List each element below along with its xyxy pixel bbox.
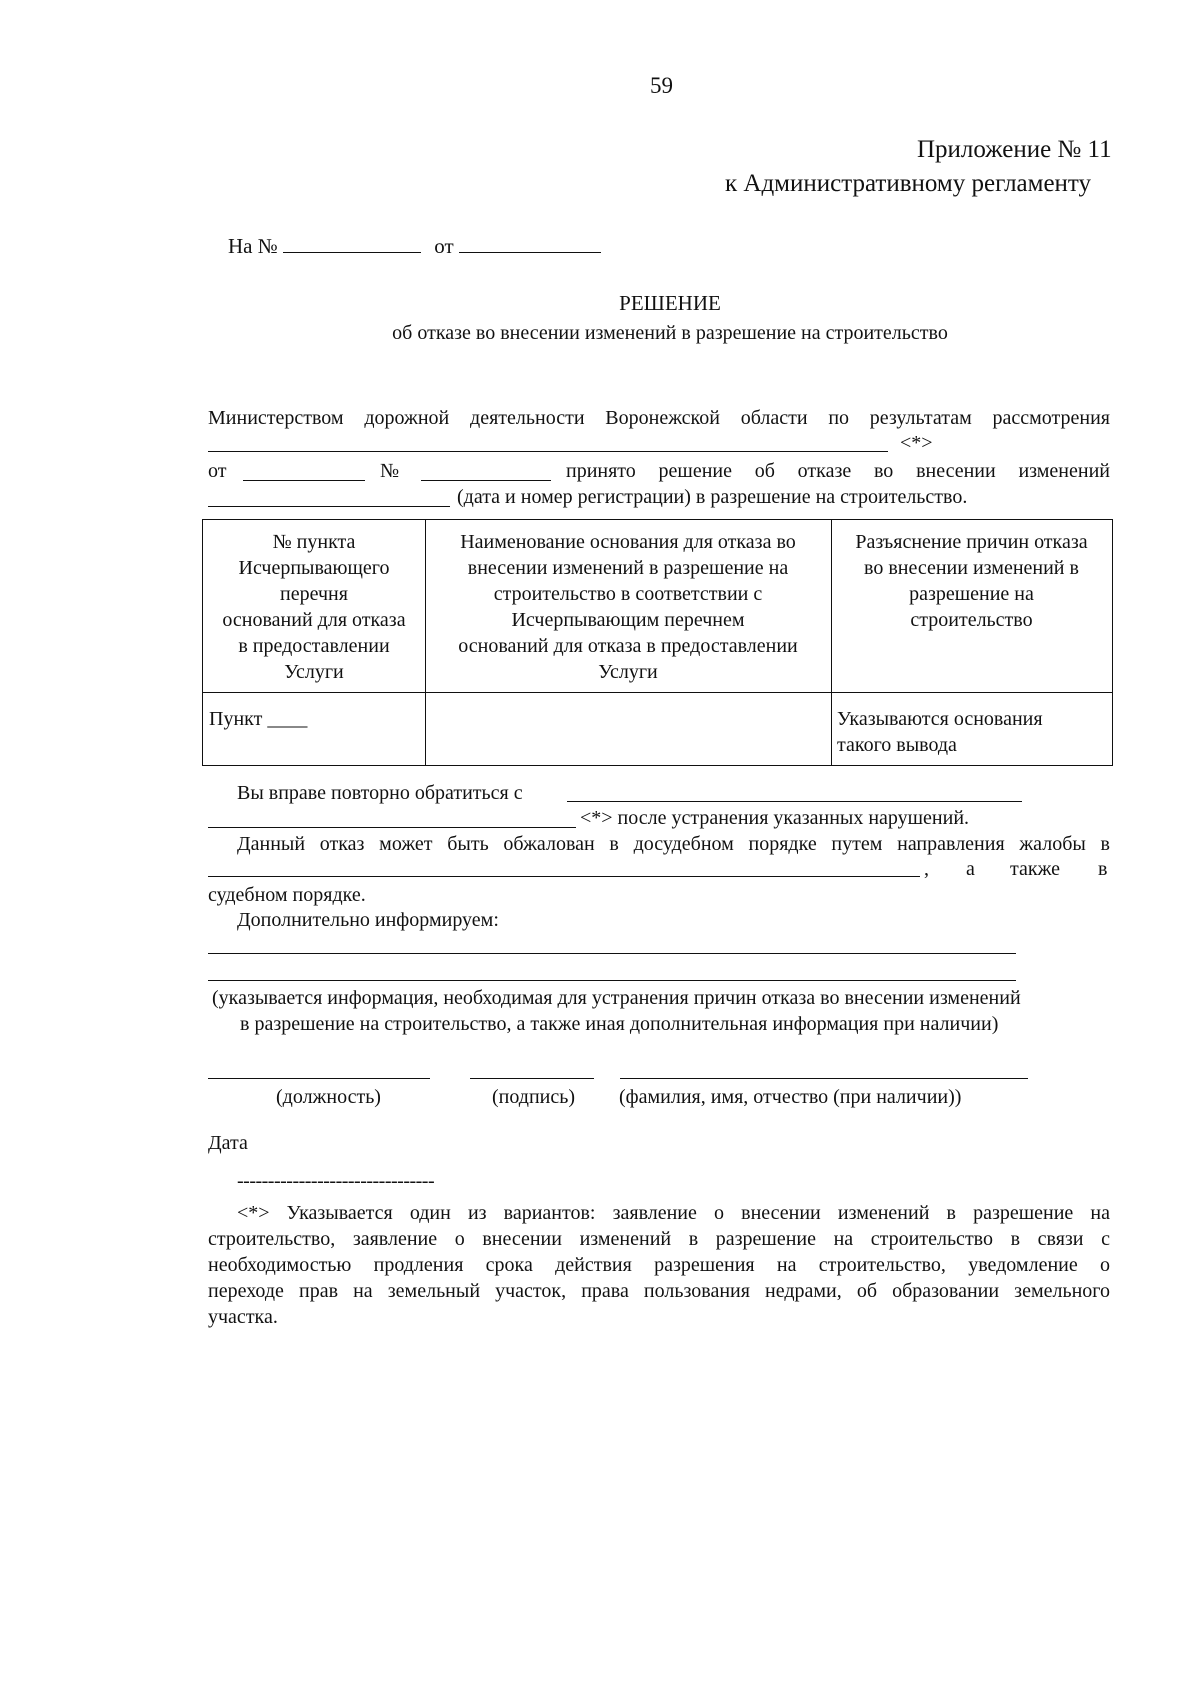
info-note-line-1: (указывается информация, необходимая для устранения причин отказа во внесении изменений (212, 987, 1021, 1009)
annex-number: Приложение № 11 (917, 136, 1112, 163)
repeat-blank-2 (208, 827, 576, 828)
explanation-line: такого вывода (837, 734, 957, 756)
footnote-text (208, 1200, 1110, 1330)
intro-line-3: принято решение об отказе во внесении изменений (566, 460, 1110, 482)
table-row-point: Пункт ____ (209, 708, 308, 730)
signature-name-line (620, 1078, 1028, 1079)
annex-regulation: к Административному регламенту (725, 170, 1092, 197)
repeat-line-1: Вы вправе повторно обратиться с (237, 782, 523, 804)
header-1-line: Услуги (284, 661, 344, 683)
ref-from-label: от (434, 234, 454, 258)
intro-marker: <*> (900, 432, 933, 454)
header-2-line: строительство в соответствии с (493, 583, 763, 605)
table-header-col-3 (831, 529, 1112, 633)
intro-from-label: от (208, 460, 227, 482)
appeal-blank (208, 876, 920, 877)
intro-blank-1 (208, 451, 888, 452)
header-1-line: Исчерпывающего (238, 557, 390, 579)
header-2-line: Исчерпывающим перечнем (511, 609, 745, 631)
signature-sign-line (470, 1078, 594, 1079)
info-note-line-2: в разрешение на строительство, а также иная дополнительная информация при наличии) (240, 1013, 999, 1035)
appeal-in: в (1098, 858, 1108, 880)
footnote-line: строительство, заявление о внесении изменений в разрешение на строительство в связи с (208, 1228, 1110, 1250)
header-1-line: № пункта (272, 531, 356, 553)
table-row-divider (203, 692, 1112, 693)
intro-line-4: (дата и номер регистрации) в разрешение на строительство. (457, 486, 968, 508)
table-header-col-1 (203, 529, 425, 685)
table-header-col-2 (425, 529, 831, 685)
header-1-line: в предоставлении (238, 635, 390, 657)
appeal-comma: , (924, 858, 929, 880)
info-blank-1 (208, 953, 1016, 954)
footnote-line: участка. (208, 1306, 278, 1328)
intro-number-blank (421, 480, 551, 481)
signature-position-label: (должность) (276, 1086, 381, 1108)
appeal-also-word: также (1010, 858, 1061, 880)
table-row-explanation (837, 706, 1043, 758)
intro-line-1: Министерством дорожной деятельности Воронежской области по результатам рассмотрения (208, 407, 1110, 429)
intro-no-label: № (380, 460, 400, 482)
ref-no-label: На № (228, 234, 278, 258)
header-2-line: Наименование основания для отказа во (460, 531, 796, 553)
header-3-line: Разъяснение причин отказа (855, 531, 1088, 553)
header-2-line: Услуги (598, 661, 658, 683)
signature-name-label: (фамилия, имя, отчество (при наличии)) (619, 1086, 962, 1108)
repeat-blank-1 (567, 801, 1022, 802)
header-1-line: перечня (280, 583, 348, 605)
info-blank-2 (208, 980, 1016, 981)
explanation-line: Указываются основания (837, 708, 1043, 730)
refusal-table (202, 519, 1113, 766)
footnote-line: необходимостью продления срока действия разрешения на строительство, уведомление о (208, 1254, 1110, 1276)
header-3-line: во внесении изменений в (864, 557, 1079, 579)
intro-date-blank (243, 480, 365, 481)
header-2-line: внесении изменений в разрешение на (467, 557, 789, 579)
page-number: 59 (650, 73, 673, 98)
signature-position-line (208, 1078, 430, 1079)
footnote-separator: -------------------------------- (237, 1170, 435, 1192)
signature-sign-label: (подпись) (492, 1086, 576, 1108)
intro-blank-2 (208, 506, 450, 507)
repeat-line-2: <*> после устранения указанных нарушений. (580, 807, 970, 829)
decision-heading: РЕШЕНИЕ (619, 291, 721, 315)
appeal-line-1: Данный отказ может быть обжалован в досудебном порядке путем направления жалобы в (237, 833, 1110, 855)
info-label: Дополнительно информируем: (237, 909, 499, 931)
appeal-also-a: а (966, 858, 975, 880)
header-1-line: оснований для отказа (222, 609, 406, 631)
footnote-line: <*> Указывается один из вариантов: заявление о внесении изменений в разрешение на (237, 1202, 1110, 1224)
decision-subheading: об отказе во внесении изменений в разрешение на строительство (392, 322, 948, 344)
header-2-line: оснований для отказа в предоставлении (458, 635, 798, 657)
footnote-line: переходе прав на земельный участок, права пользования недрами, об образовании земельного (208, 1280, 1110, 1302)
ref-line (228, 233, 601, 260)
header-3-line: разрешение на (909, 583, 1034, 605)
header-3-line: строительство (910, 609, 1033, 631)
ref-no-blank (283, 234, 421, 253)
ref-from-blank (459, 234, 601, 253)
appeal-line-3: судебном порядке. (208, 884, 366, 906)
date-label: Дата (208, 1132, 248, 1154)
